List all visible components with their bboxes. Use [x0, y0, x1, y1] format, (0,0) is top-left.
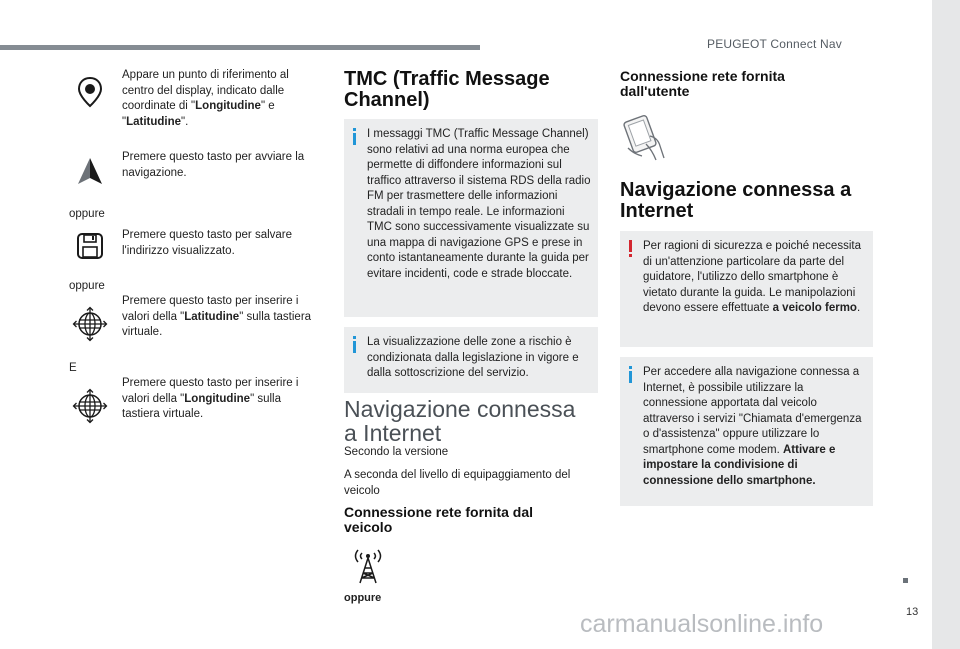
end-marker: [903, 578, 908, 583]
oppure-label: oppure: [344, 592, 382, 604]
brand-label: PEUGEOT Connect Nav: [707, 37, 842, 51]
e-label: E: [69, 362, 77, 374]
tmc-info-text: I messaggi TMC (Traffic Message Channel) sono relativi ad una norma europea che permette di diffondere informazioni sul traffico attraverso il sistema RDS della radio FM per trasmettere delle informazioni stradali in tempo reale. Le informazioni TMC sono successivamente visualizzate su una mappa di navigazione GPS e prese in conto istantaneamente durante la guida per evitare incidenti, code e strade bloccate.: [367, 128, 591, 280]
smartphone-icon: [620, 114, 670, 162]
save-icon: [72, 228, 108, 264]
globe-icon: [72, 306, 108, 342]
globe-icon: [72, 388, 108, 424]
info-box-3: [620, 357, 873, 506]
antenna-icon: [350, 546, 386, 586]
tmc-title: TMC (Traffic Message Channel): [344, 68, 550, 111]
tmc-info-text-2: La visualizzazione delle zone a rischio è condizionata dalla legislazione in vigore e dalla sottoscrizione del servizio.: [367, 336, 579, 379]
info-text-3: Per accedere alla navigazione connessa a Internet, è possibile utilizzare la connessione apportata dal veicolo attraverso i servizi "Chiamata d'emergenza o d'assistenza" oppure utilizzare lo smartphone come modem. Attivare e impostare la condivisione di connessione dello smartphone.: [643, 366, 862, 487]
latitude-description: Premere questo tasto per inserire i valori della "Latitudine" sulla tastiera virtuale.: [122, 295, 312, 338]
warning-text: Per ragioni di sicurezza e poiché necessita di un'attenzione particolare da parte del guidatore, l'utilizzo dello smartphone è vietato durante la guida. Le manipolazioni devono essere effettuate a veicolo fermo.: [643, 240, 861, 314]
oppure-label: oppure: [69, 208, 105, 220]
equipment-note: A seconda del livello di equipaggiamento del veicolo: [344, 469, 571, 497]
tmc-info-box-2: [344, 327, 598, 393]
watermark: carmanualsonline.info: [580, 610, 824, 638]
tmc-info-box: [344, 119, 598, 317]
navigation-arrow-icon: [72, 154, 108, 190]
nav-connected-title-2: Navigazione connessa a Internet: [620, 179, 852, 222]
nav-connected-title: Navigazione connessa a Internet: [344, 396, 576, 446]
oppure-label: oppure: [69, 280, 105, 292]
pin-description: Appare un punto di riferimento al centro del display, indicato dalle coordinate di "Longitudine" e "Latitudine".: [122, 69, 289, 128]
save-description: Premere questo tasto per salvare l'indirizzo visualizzato.: [122, 229, 293, 257]
header-bar: [0, 45, 480, 50]
warning-box: [620, 231, 873, 347]
longitude-description: Premere questo tasto per inserire i valori della "Longitudine" sulla tastiera virtuale.: [122, 377, 299, 420]
navigate-description: Premere questo tasto per avviare la navigazione.: [122, 151, 305, 179]
user-connection-title: Connessione rete fornita dall'utente: [620, 68, 785, 99]
page-number: 13: [906, 606, 919, 618]
map-pin-icon: [72, 74, 108, 110]
vehicle-connection-title: Connessione rete fornita dal veicolo: [344, 504, 534, 535]
version-note: Secondo la versione: [344, 446, 449, 458]
side-strip: [932, 0, 960, 649]
